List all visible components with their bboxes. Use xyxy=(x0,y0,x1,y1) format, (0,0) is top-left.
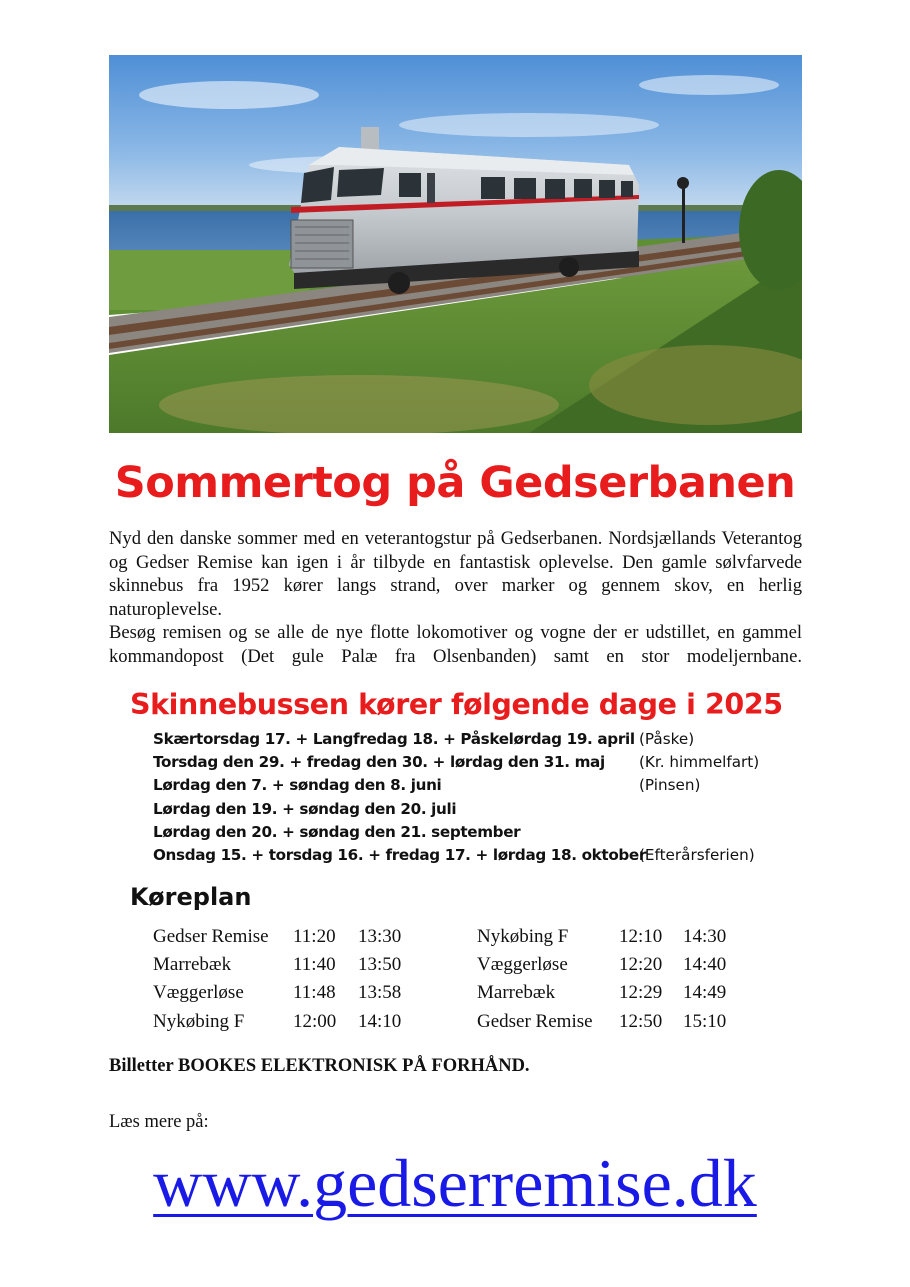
departure-time: 11:20 xyxy=(293,926,336,947)
date-note: (Pinsen) xyxy=(639,776,701,795)
station-name: Marrebæk xyxy=(153,954,232,976)
date-days: Lørdag den 20. + søndag den 21. september xyxy=(153,822,521,841)
date-row xyxy=(153,800,803,823)
intro-paragraph: Nyd den danske sommer med en veterantogstur på Gedserbanen. Nordsjællands Veterantog og Gedser Remise kan igen i år tilbyde en fantastisk oplevelse. Den gamle sølvfarvede skinnebus fra 1952 kører langs strand, over marker og gennem skov, en herlig naturoplevelse. xyxy=(109,528,802,620)
date-days: Skærtorsdag 17. + Langfredag 18. + Påskelørdag 19. april xyxy=(153,730,635,748)
timetable-row xyxy=(153,954,433,982)
read-more-label: Læs mere på: xyxy=(109,1112,209,1132)
date-row xyxy=(153,753,803,776)
departure-time: 12:29 xyxy=(619,982,663,1004)
departure-time: 11:48 xyxy=(293,982,336,1004)
dates-list xyxy=(153,730,803,869)
date-row xyxy=(153,823,803,846)
railbus-photo xyxy=(109,55,802,433)
station-name: Gedser Remise xyxy=(153,926,269,947)
departure-time: 12:10 xyxy=(619,926,663,947)
station-name: Nykøbing F xyxy=(153,1010,245,1032)
timetable-row xyxy=(153,926,433,954)
timetable-return xyxy=(477,926,767,1039)
dates-heading: Skinnebussen kører følgende dage i 2025 xyxy=(130,688,783,721)
departure-time: 15:10 xyxy=(683,1010,727,1032)
departure-time: 14:40 xyxy=(683,954,727,976)
timetable-row xyxy=(477,982,767,1010)
date-note: (Påske) xyxy=(639,730,695,748)
timetable-row xyxy=(477,1011,767,1039)
station-name: Væggerløse xyxy=(477,954,568,976)
station-name: Marrebæk xyxy=(477,982,556,1004)
page-title: Sommertog på Gedserbanen xyxy=(114,458,796,508)
intro-text xyxy=(109,527,802,669)
intro-paragraph: Besøg remisen og se alle de nye flotte lokomotiver og vogne der er udstillet, en gammel kommandopost (Det gule Palæ fra Olsenbanden) samt en stor modeljernbane. xyxy=(109,622,802,667)
departure-time: 11:40 xyxy=(293,954,336,976)
date-days: Lørdag den 7. + søndag den 8. juni xyxy=(153,776,442,795)
departure-time: 12:20 xyxy=(619,954,663,976)
website-link[interactable]: www.gedserremise.dk xyxy=(153,1145,757,1221)
departure-time: 13:58 xyxy=(358,982,402,1004)
timetable-row xyxy=(153,1011,433,1039)
timetable-row xyxy=(153,982,433,1010)
tickets-notice: Billetter BOOKES ELEKTRONISK PÅ FORHÅND. xyxy=(109,1056,530,1076)
station-name: Væggerløse xyxy=(153,982,244,1004)
departure-time: 14:49 xyxy=(683,982,727,1004)
departure-time: 13:50 xyxy=(358,954,402,976)
date-days: Lørdag den 19. + søndag den 20. juli xyxy=(153,799,457,818)
timetable-heading: Køreplan xyxy=(130,883,252,911)
station-name: Nykøbing F xyxy=(477,926,569,947)
departure-time: 12:50 xyxy=(619,1010,663,1032)
departure-time: 13:30 xyxy=(358,926,402,947)
date-days: Onsdag 15. + torsdag 16. + fredag 17. + lørdag 18. oktober xyxy=(153,845,647,864)
date-days: Torsdag den 29. + fredag den 30. + lørdag den 31. maj xyxy=(153,753,605,772)
date-note: (Efterårsferien) xyxy=(639,845,755,864)
departure-time: 14:30 xyxy=(683,926,727,947)
departure-time: 12:00 xyxy=(293,1010,337,1032)
station-name: Gedser Remise xyxy=(477,1010,593,1032)
timetable-row xyxy=(477,926,767,954)
timetable-outbound xyxy=(153,926,433,1039)
date-row xyxy=(153,730,803,753)
date-row xyxy=(153,846,803,869)
date-note: (Kr. himmelfart) xyxy=(639,753,760,772)
timetable-row xyxy=(477,954,767,982)
date-row xyxy=(153,776,803,799)
departure-time: 14:10 xyxy=(358,1010,402,1032)
